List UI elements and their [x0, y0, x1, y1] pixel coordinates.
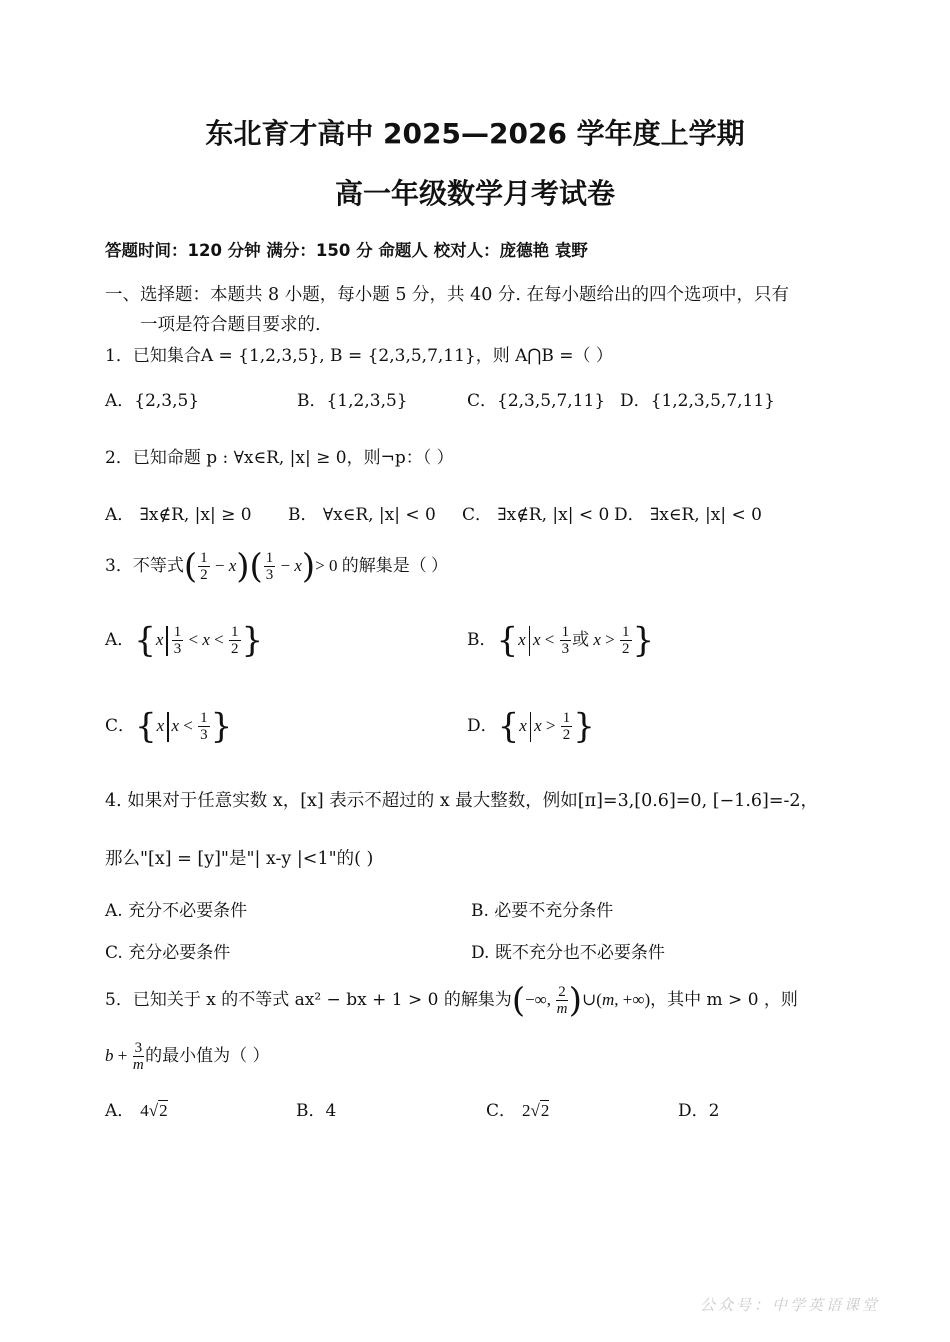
q2-stem: 2．已知命题 p : ∀x∈R, |x| ≥ 0，则¬p：（ ） — [105, 448, 454, 468]
q4-option-b: B. 必要不充分条件 — [471, 901, 614, 921]
q3-label-d: D． — [467, 716, 498, 736]
exam-info: 答题时间：120 分钟 满分：150 分 命题人 校对人：庞德艳 袁野 — [105, 241, 588, 260]
q3-option-b: B．{x x < $\frac{1}{3}$ 或 x > $\frac{1}{2}$ } — [467, 620, 655, 661]
q2-option-d: D． ∃x∈R, |x| < 0 — [614, 505, 762, 525]
q5-stem-suffix: ，其中 m > 0 ，则 — [650, 990, 798, 1010]
q2-option-a: A． ∃x∉R, |x| ≥ 0 — [105, 505, 252, 525]
q5-option-c: C． 2√2 — [486, 1101, 550, 1121]
q3-label-c: C． — [105, 716, 136, 736]
section-heading-line-2: 一项是符合题目要求的. — [140, 315, 321, 335]
q1-stem: 1．已知集合A = {1,2,3,5}, B = {2,3,5,7,11}，则 A⋂B =（ ） — [105, 346, 613, 366]
q5-label-c: C． — [486, 1101, 517, 1121]
q4-option-c: C. 充分必要条件 — [105, 943, 231, 963]
q3-label-b: B． — [467, 630, 497, 650]
q4-line-2: 那么"[x] = [y]"是"| x-y |<1"的( ) — [105, 849, 374, 869]
q2-option-b: B． ∀x∈R, |x| < 0 — [288, 505, 436, 525]
q5-option-a: A． 4√2 — [105, 1101, 168, 1121]
q3-stem-prefix: 3．不等式 — [105, 556, 184, 576]
q3-stem: 3．不等式( $\frac{1}{2}$ − x)( $\frac{1}{3}$ − x)> 0 的解集是（ ） — [105, 546, 449, 587]
q3-stem-suffix: > 0 的解集是（ ） — [315, 556, 449, 575]
q5-a-coef: 4 — [140, 1101, 149, 1120]
q4-line-1: 4. 如果对于任意实数 x，[x] 表示不超过的 x 最大整数，例如[π]=3,[0.6]=0, [−1.6]=-2， — [105, 791, 819, 811]
q5-line-2: b + $\frac{3}{m}$ 的最小值为（ ） — [105, 1040, 270, 1073]
q2-option-c: C． ∃x∉R, |x| < 0 — [462, 505, 610, 525]
q5-stem-prefix: 5．已知关于 x 的不等式 ax² − bx + 1 > 0 的解集为 — [105, 990, 512, 1010]
q5-option-d: D．2 — [678, 1101, 720, 1121]
q3-label-a: A． — [105, 630, 135, 650]
q5-a-radicand: 2 — [159, 1101, 168, 1120]
q5-c-coef: 2 — [522, 1101, 531, 1120]
q5-c-radicand: 2 — [540, 1101, 550, 1120]
title-line-2: 高一年级数学月考试卷 — [334, 177, 615, 210]
q3-option-d: D．{x x > $\frac{1}{2}$ } — [467, 706, 595, 747]
q5-line2-suffix: 的最小值为（ ） — [145, 1046, 270, 1066]
q3-option-c: C．{x x < $\frac{1}{3}$ } — [105, 706, 233, 747]
q1-option-a: A．{2,3,5} — [105, 391, 200, 411]
q5-option-b: B．4 — [296, 1101, 337, 1121]
title-line-1: 东北育才高中 2025—2026 学年度上学期 — [205, 117, 745, 150]
watermark: 公众号：中学英语课堂 — [700, 1296, 881, 1314]
q1-option-d: D．{1,2,3,5,7,11} — [620, 391, 775, 411]
q5-stem: 5．已知关于 x 的不等式 ax² − bx + 1 > 0 的解集为(−∞, $\frac{2}{m}$ )∪(m, +∞)，其中 m > 0 ，则 — [105, 980, 798, 1021]
q4-option-a: A. 充分不必要条件 — [105, 901, 248, 921]
section-heading-line-1: 一、选择题：本题共 8 小题，每小题 5 分，共 40 分. 在每小题给出的四个选项中，只有 — [105, 285, 790, 305]
q4-option-d: D. 既不充分也不必要条件 — [471, 943, 665, 963]
q1-option-c: C．{2,3,5,7,11} — [467, 391, 606, 411]
q5-label-a: A． — [105, 1101, 135, 1121]
q3-or-text: 或 — [572, 630, 590, 650]
q1-option-b: B．{1,2,3,5} — [297, 391, 408, 411]
q3-option-a: A．{x $\frac{1}{3}$ < x < $\frac{1}{2}$ } — [105, 620, 264, 661]
